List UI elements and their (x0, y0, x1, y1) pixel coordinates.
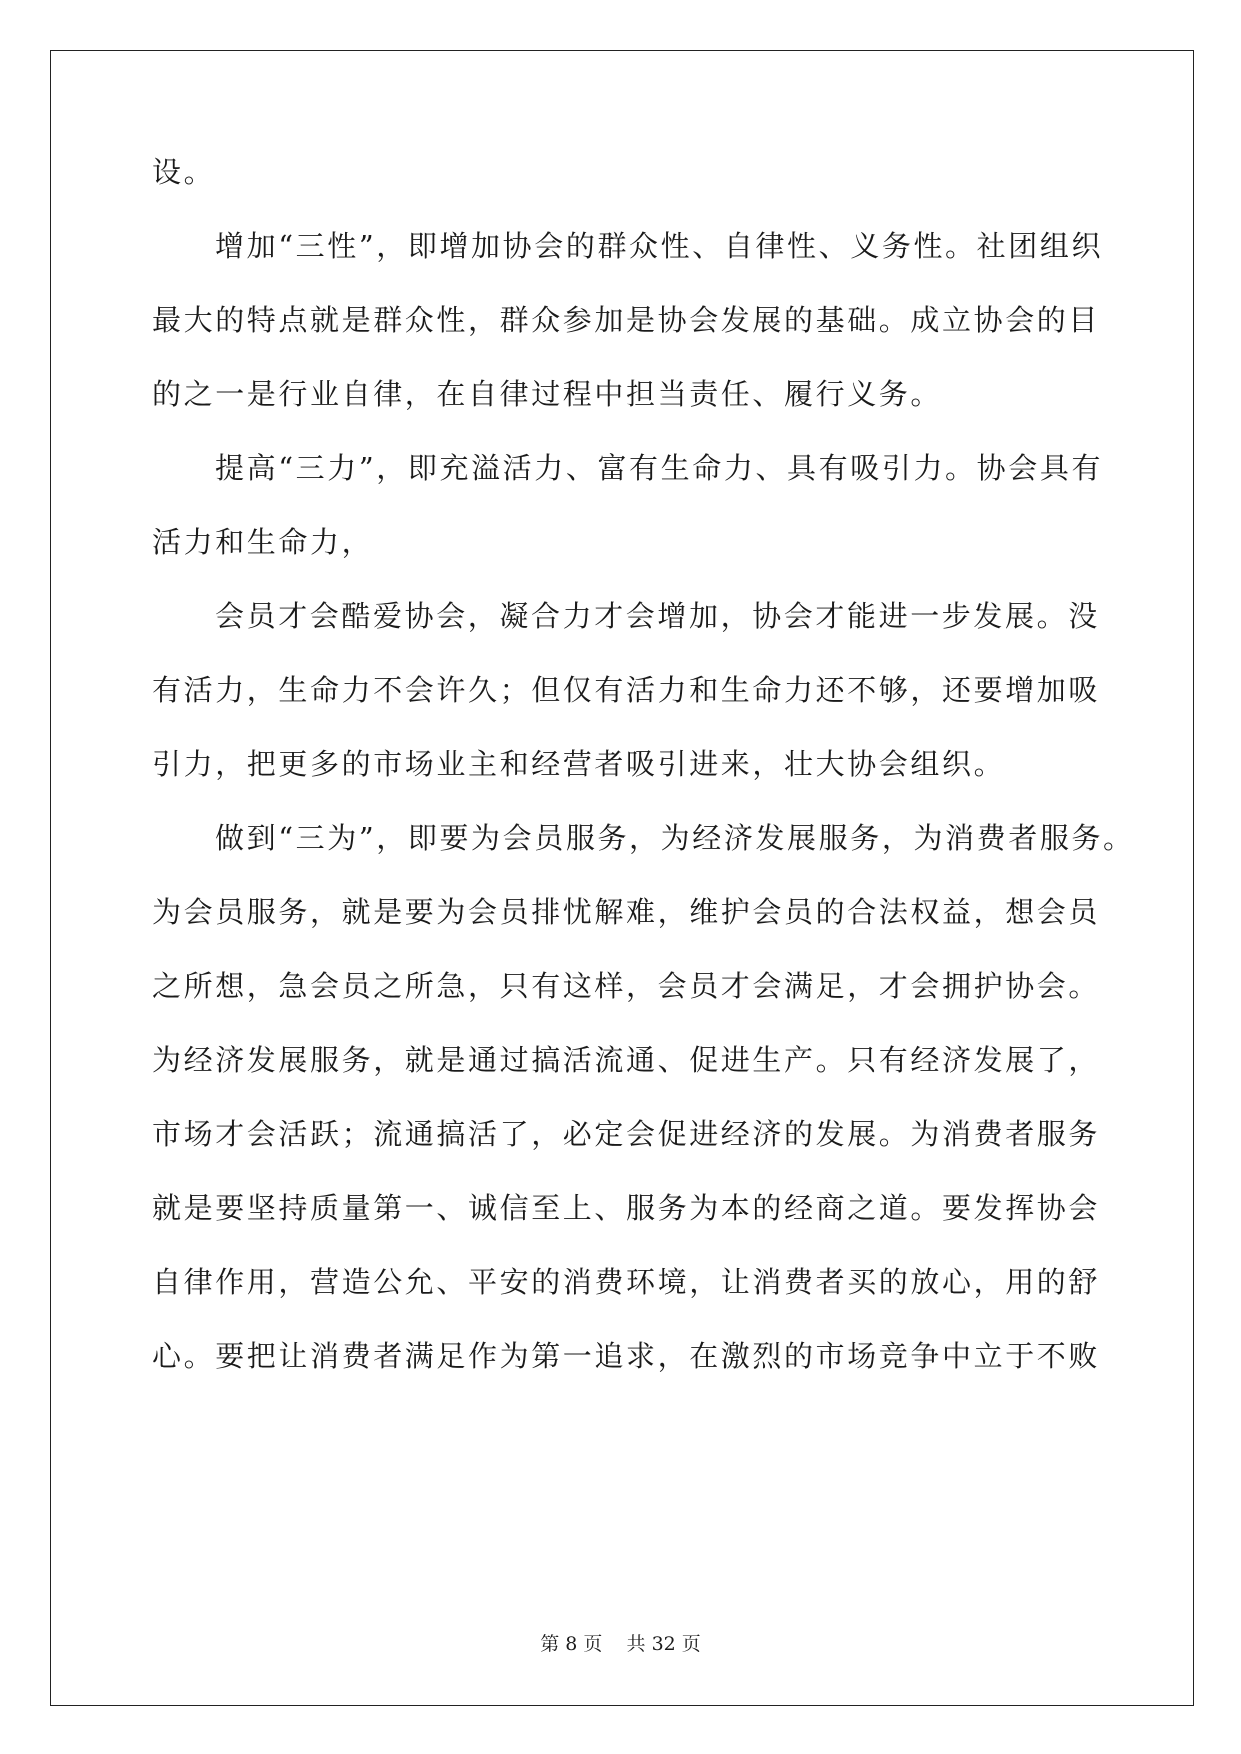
page-footer (0, 1632, 1241, 1656)
text-line: 为经济发展服务，就是通过搞活流通、促进生产。只有经济发展了， (152, 1043, 1101, 1077)
text-line: 的之一是行业自律，在自律过程中担当责任、履行义务。 (152, 377, 943, 411)
text-line: 活力和生命力， (152, 525, 374, 559)
text-line: 心。要把让消费者满足作为第一追求，在激烈的市场竞争中立于不败 (152, 1339, 1101, 1373)
text-line: 增加“三性”，即增加协会的群众性、自律性、义务性。社团组织 (215, 229, 1104, 263)
text-line: 提高“三力”，即充溢活力、富有生命力、具有吸引力。协会具有 (215, 451, 1104, 485)
page-border (50, 50, 1194, 1706)
text-line: 有活力，生命力不会许久；但仅有活力和生命力还不够，还要增加吸 (152, 673, 1101, 707)
text-line: 引力，把更多的市场业主和经营者吸引进来，壮大协会组织。 (152, 747, 1006, 781)
text-line: 市场才会活跃；流通搞活了，必定会促进经济的发展。为消费者服务 (152, 1117, 1101, 1151)
text-line: 自律作用，营造公允、平安的消费环境，让消费者买的放心，用的舒 (152, 1265, 1101, 1299)
text-line: 为会员服务，就是要为会员排忧解难，维护会员的合法权益，想会员 (152, 895, 1101, 929)
page-number: 第 8 页 (540, 1633, 603, 1655)
text-line: 设。 (152, 155, 216, 189)
text-line: 就是要坚持质量第一、诚信至上、服务为本的经商之道。要发挥协会 (152, 1191, 1101, 1225)
text-line: 最大的特点就是群众性，群众参加是协会发展的基础。成立协会的目 (152, 303, 1101, 337)
text-line: 做到“三为”，即要为会员服务，为经济发展服务，为消费者服务。 (215, 821, 1135, 855)
text-line: 之所想，急会员之所急，只有这样，会员才会满足，才会拥护协会。 (152, 969, 1101, 1003)
page-total: 共 32 页 (626, 1633, 701, 1655)
text-line: 会员才会酷爱协会，凝合力才会增加，协会才能进一步发展。没 (215, 599, 1100, 633)
